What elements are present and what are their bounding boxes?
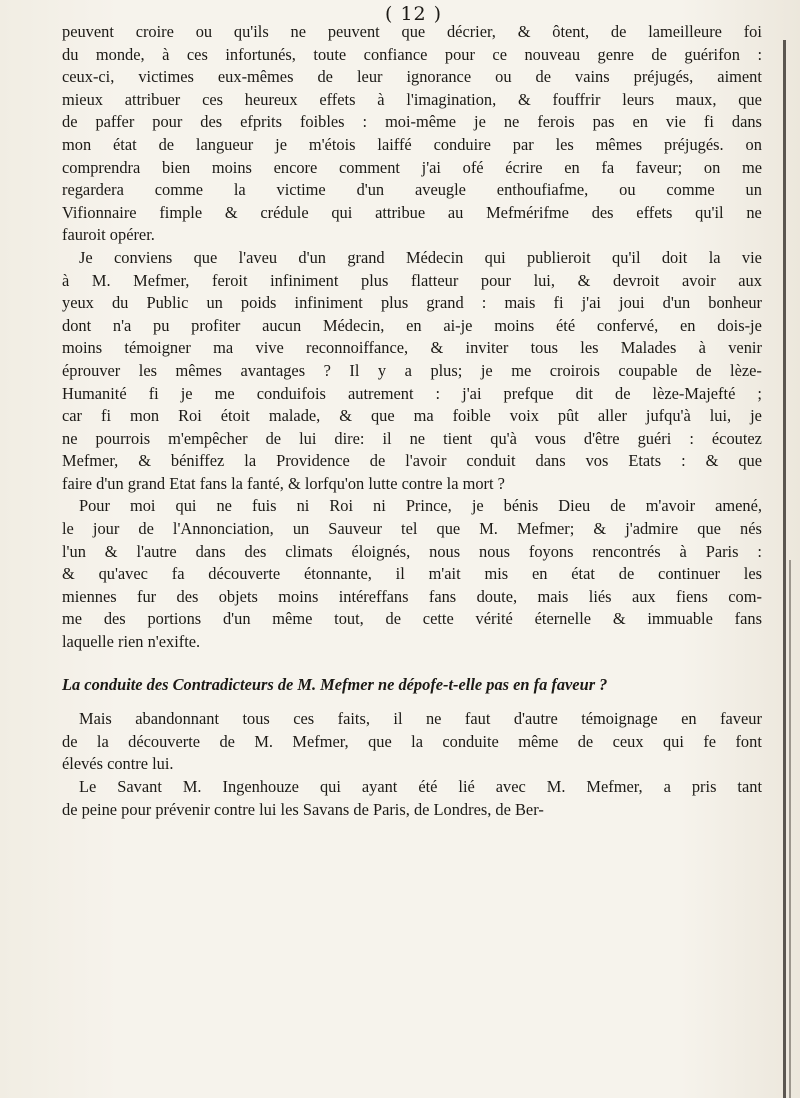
text-line: peuvent croire ou qu'ils ne peuvent que décrier, & ôtent, de lameilleure foi xyxy=(62,22,762,41)
text-line: Mefmer, & béniffez la Providence de l'avoir conduit dans vos Etats : & que xyxy=(62,451,762,471)
paragraph-3 xyxy=(62,495,762,653)
text-line: laquelle rien n'exifte. xyxy=(62,632,201,652)
text-line: Mais abandonnant tous ces faits, il ne faut d'autre témoignage en faveur xyxy=(79,709,762,729)
text-line: ceux-ci, victimes eux-mêmes de leur ignorance ou de vains préjugés, aiment xyxy=(62,67,762,87)
text-line: Humanité fi je me conduifois autrement : j'ai prefque dit de lèze-Majefté ; xyxy=(62,383,762,403)
text-line: Je conviens que l'aveu d'un grand Médecin qui publieroit qu'il doit la vie xyxy=(79,247,762,267)
text-line: yeux du Public un poids infiniment plus grand : mais fi j'ai joui d'un bonheur xyxy=(62,293,762,313)
text-line: élevés contre lui. xyxy=(62,754,174,774)
section-heading: La conduite des Contradicteurs de M. Mefmer ne dépofe-t-elle pas en fa faveur ? xyxy=(62,674,608,694)
text-line: dont n'a pu profiter aucun Médecin, en ai-je moins été confervé, en dois-je xyxy=(62,315,762,335)
text-line: éprouver les mêmes avantages ? Il y a plus; je me croirois coupable de lèze- xyxy=(62,360,762,380)
text-line: Le Savant M. Ingenhouze qui ayant été lié avec M. Mefmer, a pris tant xyxy=(79,777,762,796)
text-line: mieux attribuer ces heureux effets à l'imagination, & fouffrir leurs maux, que xyxy=(62,89,762,109)
text-line: mon état de langueur je m'étois laiffé conduire par les mêmes préjugés. on xyxy=(62,134,762,154)
text-line: le jour de l'Annonciation, un Sauveur tel que M. Mefmer; & j'admire que nés xyxy=(62,519,762,539)
body-text xyxy=(62,21,762,821)
paragraph-1 xyxy=(62,21,762,247)
text-line: ne pourrois m'empêcher de lui dire: il ne tient qu'à vous d'être guéri : écoutez xyxy=(62,428,762,448)
paragraph-2 xyxy=(62,247,762,496)
page-edge-shadow-secondary xyxy=(789,560,791,1098)
text-line: comprendra bien moins encore comment j'ai ofé écrire en fa faveur; on me xyxy=(62,157,762,177)
text-line: Pour moi qui ne fuis ni Roi ni Prince, je bénis Dieu de m'avoir amené, xyxy=(79,496,762,516)
text-line: car fi mon Roi étoit malade, & que ma foible voix pût aller jufqu'à lui, je xyxy=(62,406,762,426)
text-line: l'un & l'autre dans des climats éloignés, nous nous foyons rencontrés à Paris : xyxy=(62,541,762,561)
text-line: me des portions d'un même tout, de cette vérité éternelle & immuable fans xyxy=(62,609,762,629)
text-line: de peine pour prévenir contre lui les Savans de Paris, de Londres, de Ber- xyxy=(62,799,544,819)
paragraph-5 xyxy=(62,776,762,821)
text-line: moins témoigner ma vive reconnoiffance, & inviter tous les Malades à venir xyxy=(62,338,762,358)
page-number: ( 12 ) xyxy=(385,3,443,25)
text-line: regardera comme la victime d'un aveugle enthoufiafme, ou comme un xyxy=(62,180,762,200)
text-line: de paffer pour des efprits foibles : moi-même je ne ferois pas en vie fi dans xyxy=(62,112,762,132)
text-line: & qu'avec fa découverte étonnante, il m'ait mis en état de continuer les xyxy=(62,564,762,584)
text-line: faire d'un grand Etat fans la fanté, & lorfqu'on lutte contre la mort ? xyxy=(62,473,505,493)
text-line: miennes fur des objets moins intéreffans fans doute, mais liés aux fiens com- xyxy=(62,586,762,606)
paragraph-4 xyxy=(62,708,762,776)
text-line: à M. Mefmer, feroit infiniment plus flatteur pour lui, & devroit avoir aux xyxy=(62,270,762,290)
text-line: de la découverte de M. Mefmer, que la conduite même de ceux qui fe font xyxy=(62,731,762,751)
text-line: Vifionnaire fimple & crédule qui attribue au Mefmérifme des effets qu'il ne xyxy=(62,202,762,222)
page-edge-shadow xyxy=(783,40,786,1098)
text-line: fauroit opérer. xyxy=(62,225,155,245)
text-line: du monde, à ces infortunés, toute confiance pour ce nouveau genre de guérifon : xyxy=(62,44,762,64)
